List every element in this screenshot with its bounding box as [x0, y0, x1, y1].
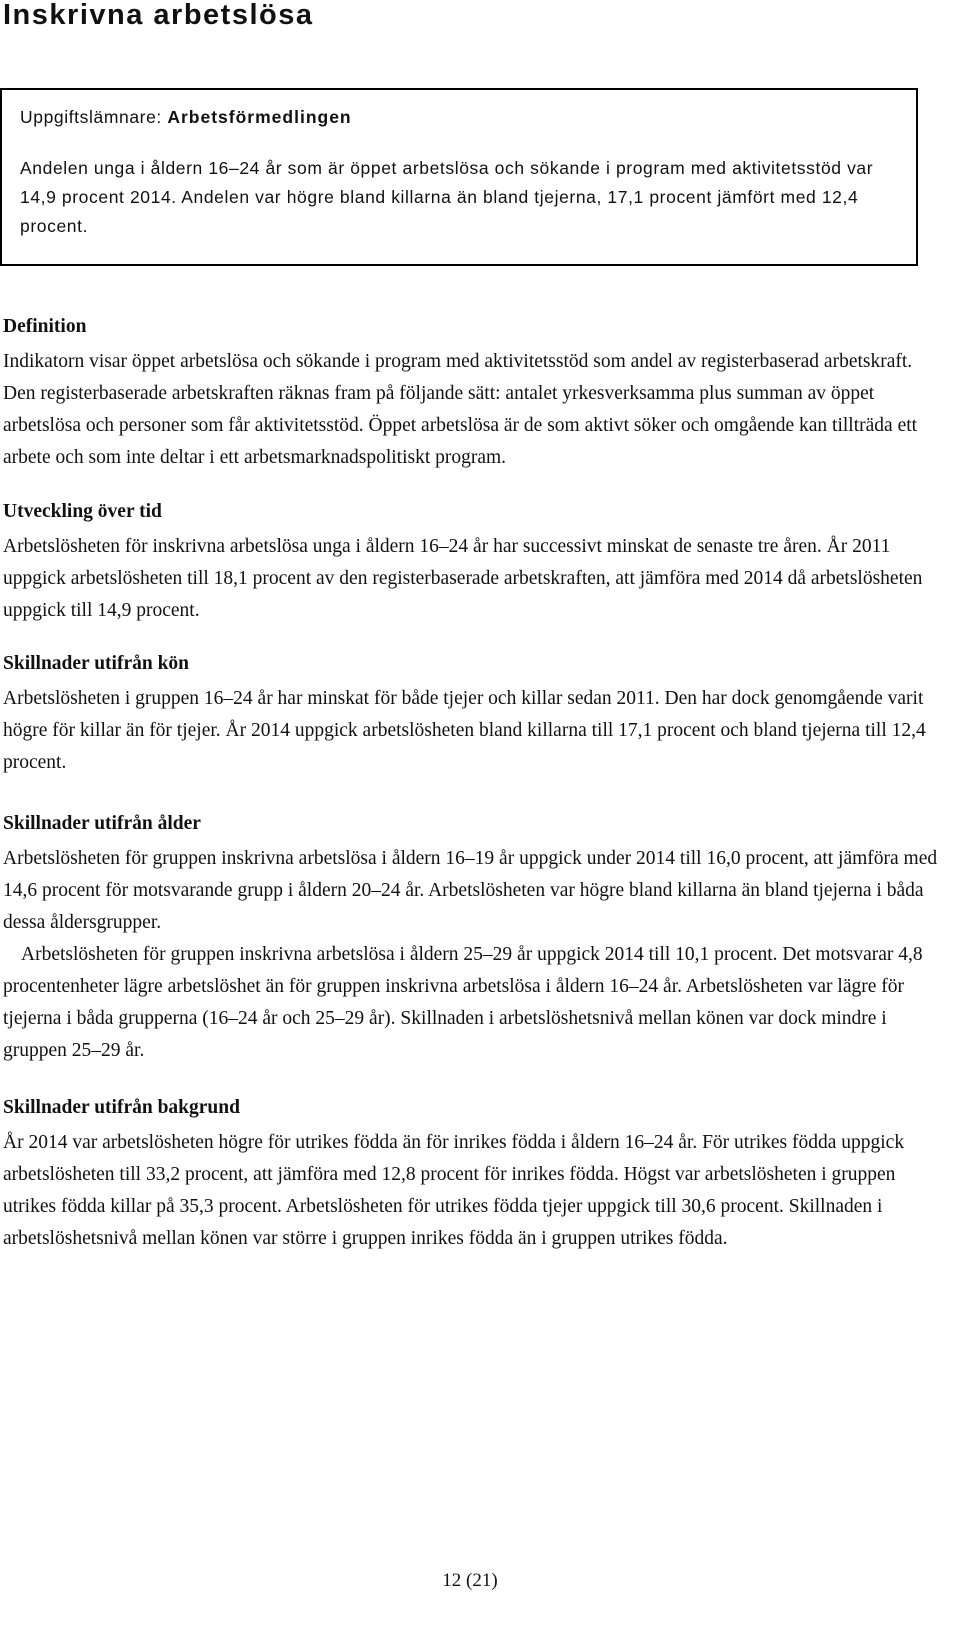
section-heading-alder: Skillnader utifrån ålder — [3, 813, 201, 834]
section-text-alder-1: Arbetslösheten för gruppen inskrivna arbetslösa i åldern 16–19 år uppgick under 2014 till 16,0 procent, att jämföra med 14,6 procent för motsvarande grupp i åldern 20–24 år. Arbetslösheten var högre bland killarna än bland tjejerna i båda dessa åldersgrupper. — [3, 848, 938, 933]
summary-box — [0, 88, 918, 266]
section-text-definition: Indikatorn visar öppet arbetslösa och sökande i program med aktivitetsstöd som andel av registerbaserad arbetskraft. Den registerbaserade arbetskraften räknas fram på följande sätt: antalet yrkesverksamma plus summan av öppet arbetslösa och personer som får aktivitetsstöd. Öppet arbetslösa är de som aktivt söker och omgående kan tillträda ett arbete och som inte deltar i ett arbetsmarknadspolitiskt program. — [3, 351, 918, 468]
source-label: Uppgiftslämnare: — [20, 107, 162, 127]
section-heading-utveckling: Utveckling över tid — [3, 501, 162, 522]
source-name: Arbetsförmedlingen — [167, 107, 352, 127]
section-bakgrund — [3, 1093, 943, 1255]
section-text-utveckling: Arbetslösheten för inskrivna arbetslösa unga i åldern 16–24 år har successivt minskat de senaste tre åren. År 2011 uppgick arbetslösheten till 18,1 procent av den registerbaserade arbetskraften, att jämföra med 2014 då arbetslösheten uppgick till 14,9 procent. — [3, 536, 923, 621]
main-content — [3, 312, 943, 1255]
page-number: 12 (21) — [442, 1570, 498, 1591]
section-heading-kon: Skillnader utifrån kön — [3, 653, 190, 674]
section-text-kon: Arbetslösheten i gruppen 16–24 år har minskat för både tjejer och killar sedan 2011. Den har dock genomgående varit högre för killar än för tjejer. År 2014 uppgick arbetslösheten bland killarna till 17,1 procent och bland tjejerna till 12,4 procent. — [3, 688, 926, 773]
section-heading-bakgrund: Skillnader utifrån bakgrund — [3, 1097, 240, 1118]
section-text-bakgrund: År 2014 var arbetslösheten högre för utrikes födda än för inrikes födda i åldern 16–24 år. För utrikes födda uppgick arbetslösheten till 33,2 procent, att jämföra med 12,8 procent för inrikes födda. Högst var arbetslösheten i gruppen utrikes födda killar på 35,3 procent. Arbetslösheten för utrikes födda tjejer uppgick till 30,6 procent. Skillnaden i arbetslöshetsnivå mellan könen var större i gruppen inrikes födda än i gruppen utrikes födda. — [3, 1132, 905, 1249]
page-title: Inskrivna arbetslösa — [3, 0, 314, 31]
section-heading-definition: Definition — [3, 316, 87, 337]
source-line — [20, 104, 898, 130]
section-utveckling — [3, 497, 943, 627]
section-definition — [3, 312, 943, 474]
summary-text: Andelen unga i åldern 16–24 år som är öppet arbetslösa och sökande i program med aktivitetsstöd var 14,9 procent 2014. Andelen var högre bland killarna än bland tjejerna, 17,1 procent jämfört med 12,4 procent. — [20, 158, 874, 236]
section-alder — [3, 809, 943, 1067]
section-kon — [3, 649, 943, 779]
section-text-alder-2: Arbetslösheten för gruppen inskrivna arbetslösa i åldern 25–29 år uppgick 2014 till 10,1 procent. Det motsvarar 4,8 procentenheter lägre arbetslöshet än för gruppen inskrivna arbetslösa i åldern 16–24 år. Arbetslösheten var lägre för tjejerna i båda grupperna (16–24 år och 25–29 år). Skillnaden i arbetslöshetsnivå mellan könen var dock mindre i gruppen 25–29 år. — [3, 944, 923, 1061]
